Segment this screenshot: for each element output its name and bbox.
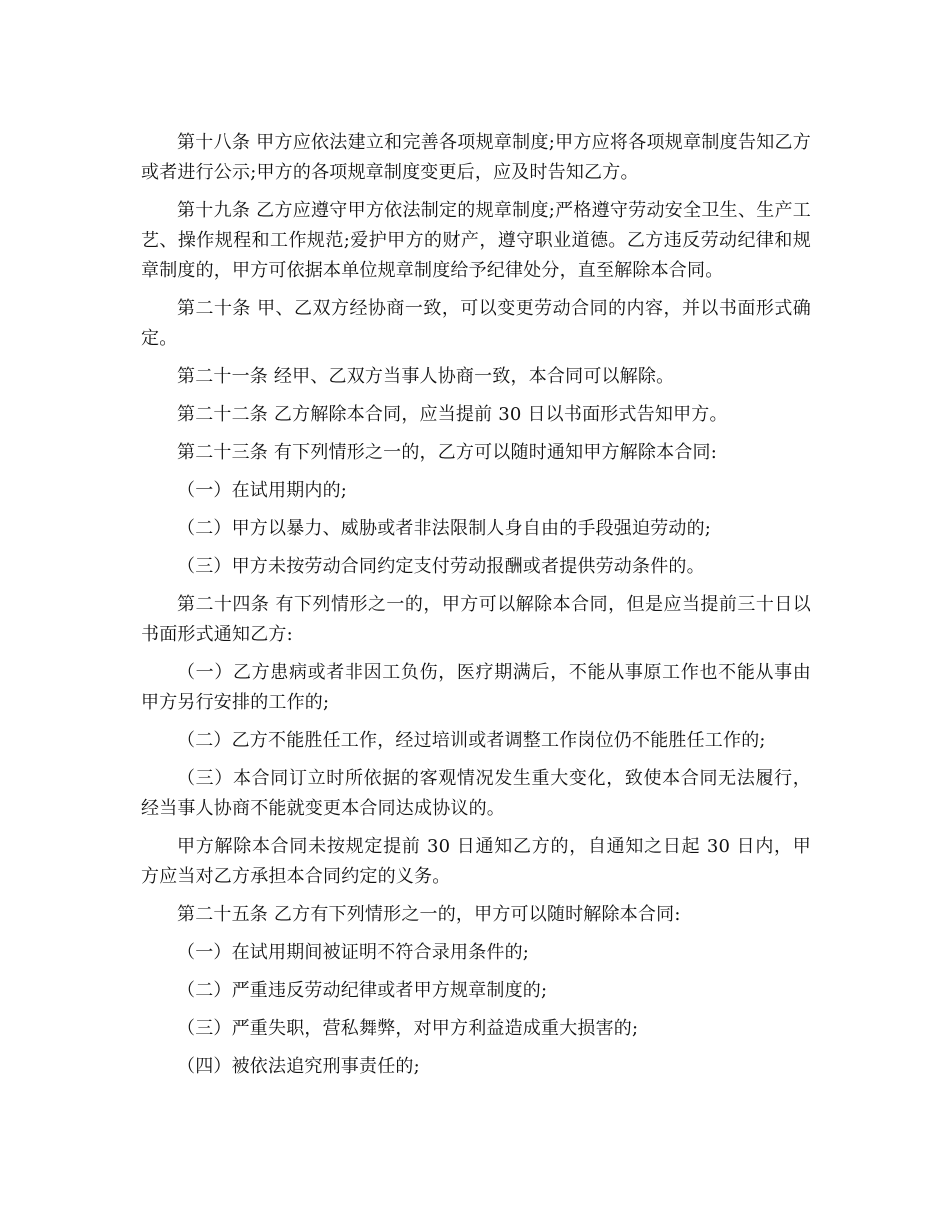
article-23-item-1: （一）在试用期内的; [177, 480, 348, 501]
article-25-item-3: （三）严重失职，营私舞弊，对甲方利益造成重大损害的; [177, 1018, 639, 1039]
article-24-item-2: （二）乙方不能胜任工作，经过培训或者调整工作岗位仍不能胜任工作的; [177, 730, 766, 751]
article-23: 第二十三条 有下列情形之一的，乙方可以随时通知甲方解除本合同: [177, 442, 717, 463]
article-25: 第二十五条 乙方有下列情形之一的，甲方可以随时解除本合同: [177, 904, 681, 925]
article-25-item-4: （四）被依法追究刑事责任的; [177, 1056, 420, 1077]
article-24-note: 甲方解除本合同未按规定提前 30 日通知乙方的，自通知之日起 30 日内，甲方应当对乙方承担本合同约定的义务。 [141, 836, 811, 887]
article-21: 第二十一条 经甲、乙双方当事人协商一致，本合同可以解除。 [177, 366, 675, 387]
article-19: 第十九条 乙方应遵守甲方依法制定的规章制度;严格遵守劳动安全卫生、生产工艺、操作规程和工作规范;爱护甲方的财产，遵守职业道德。乙方违反劳动纪律和规章制度的，甲方可依据本单位规章制度给予纪律处分，直至解除本合同。 [141, 200, 811, 281]
document-body [141, 128, 811, 1090]
article-23-item-3: （三）甲方未按劳动合同约定支付劳动报酬或者提供劳动条件的。 [177, 556, 705, 577]
article-18: 第十八条 甲方应依法建立和完善各项规章制度;甲方应将各项规章制度告知乙方或者进行公示;甲方的各项规章制度变更后，应及时告知乙方。 [141, 132, 811, 183]
article-25-item-1: （一）在试用期间被证明不符合录用条件的; [177, 942, 530, 963]
article-24: 第二十四条 有下列情形之一的，甲方可以解除本合同，但是应当提前三十日以书面形式通知乙方: [141, 594, 811, 645]
article-24-item-1: （一）乙方患病或者非因工负伤，医疗期满后，不能从事原工作也不能从事由甲方另行安排的工作的; [141, 662, 811, 713]
article-22: 第二十二条 乙方解除本合同，应当提前 30 日以书面形式告知甲方。 [177, 404, 728, 425]
article-23-item-2: （二）甲方以暴力、威胁或者非法限制人身自由的手段强迫劳动的; [177, 518, 712, 539]
article-20: 第二十条 甲、乙双方经协商一致，可以变更劳动合同的内容，并以书面形式确定。 [141, 298, 811, 349]
article-25-item-2: （二）严重违反劳动纪律或者甲方规章制度的; [177, 980, 548, 1001]
article-24-item-3: （三）本合同订立时所依据的客观情况发生重大变化，致使本合同无法履行，经当事人协商不能就变更本合同达成协议的。 [141, 768, 811, 819]
